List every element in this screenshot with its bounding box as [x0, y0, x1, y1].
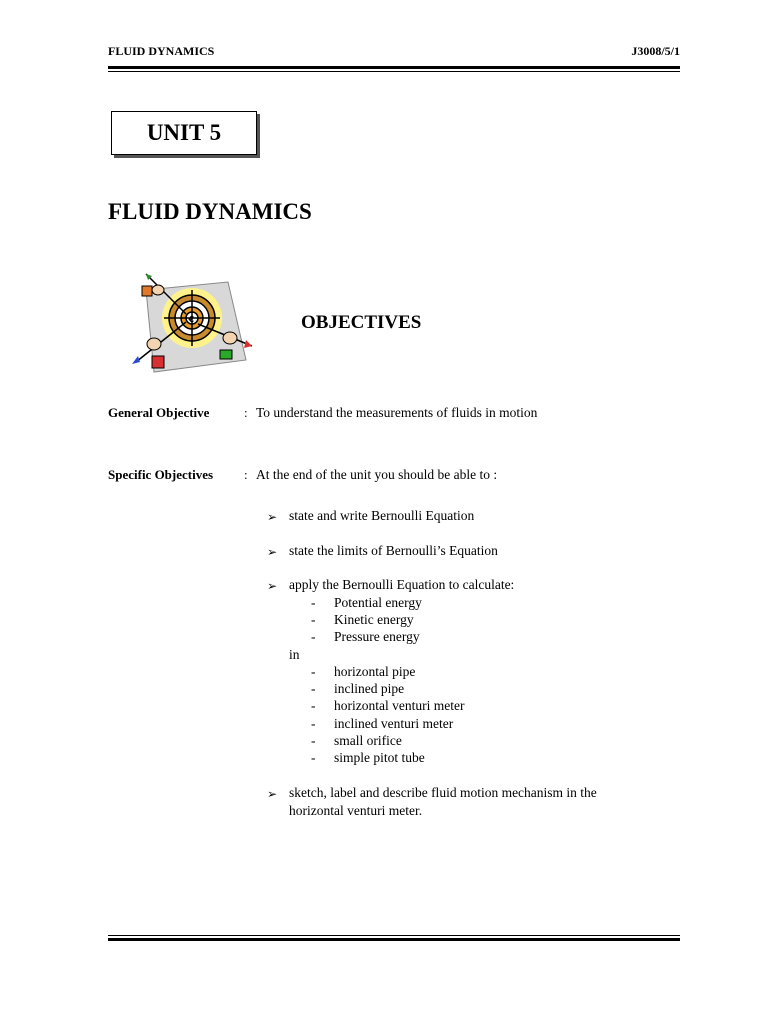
sub-item-dash: - [311, 595, 316, 610]
general-objective-label: General Objective [108, 405, 210, 420]
header-rule-thin [108, 71, 680, 72]
objective-bullet-item [267, 543, 498, 561]
in-connector-text: in [289, 647, 300, 662]
pipe-sub-item: inclined pipe [334, 681, 405, 696]
pipe-sub-item: horizontal venturi meter [334, 698, 465, 713]
pipe-sub-item: inclined venturi meter [334, 716, 454, 731]
header-page-code: J3008/5/1 [631, 44, 680, 58]
pipe-sub-item: horizontal pipe [334, 664, 416, 679]
objectives-heading: OBJECTIVES [301, 312, 422, 333]
objective-bullet-text: state and write Bernoulli Equation [289, 508, 475, 523]
specific-objectives-intro: At the end of the unit you should be able to : [256, 467, 498, 482]
general-objective-text: To understand the measurements of fluids in motion [256, 405, 538, 420]
objective-bullet-continuation: horizontal venturi meter. [289, 803, 423, 818]
objective-bullet-item [267, 785, 597, 803]
energy-sub-item: Pressure energy [334, 629, 420, 644]
sub-item-dash: - [311, 664, 316, 679]
footer-rule-thin [108, 935, 680, 936]
objective-bullet-text: state the limits of Bernoulli’s Equation [289, 543, 498, 558]
svg-text:€: € [188, 315, 195, 324]
objective-bullet-item [267, 577, 514, 595]
objective-bullet-text: apply the Bernoulli Equation to calculate: [289, 577, 515, 592]
arrowhead-bullet-icon: ➢ [267, 510, 278, 524]
energy-sub-item: Potential energy [334, 595, 422, 610]
sub-item-dash: - [311, 612, 316, 627]
page-title: FLUID DYNAMICS [108, 199, 312, 224]
objective-bullet-text: sketch, label and describe fluid motion mechanism in the [289, 785, 597, 800]
target-with-darts-icon [128, 268, 258, 376]
arrowhead-bullet-icon: ➢ [267, 579, 278, 593]
arrowhead-bullet-icon: ➢ [267, 545, 278, 559]
unit-label-box: UNIT 5 [111, 111, 257, 155]
footer-rule-thick [108, 938, 680, 941]
objective-bullet-item [267, 508, 474, 526]
sub-item-dash: - [311, 629, 316, 644]
sub-item-dash: - [311, 716, 316, 731]
sub-item-dash: - [311, 750, 316, 765]
header-left-title: FLUID DYNAMICS [108, 44, 215, 58]
arrowhead-bullet-icon: ➢ [267, 787, 278, 801]
sub-item-dash: - [311, 733, 316, 748]
energy-sub-item: Kinetic energy [334, 612, 414, 627]
header-rule-thick [108, 66, 680, 69]
sub-item-dash: - [311, 698, 316, 713]
pipe-sub-item: small orifice [334, 733, 402, 748]
general-objective-separator: : [244, 405, 248, 420]
pipe-sub-item: simple pitot tube [334, 750, 425, 765]
sub-item-dash: - [311, 681, 316, 696]
specific-objectives-label: Specific Objectives [108, 467, 214, 482]
specific-objectives-separator: : [244, 467, 248, 482]
